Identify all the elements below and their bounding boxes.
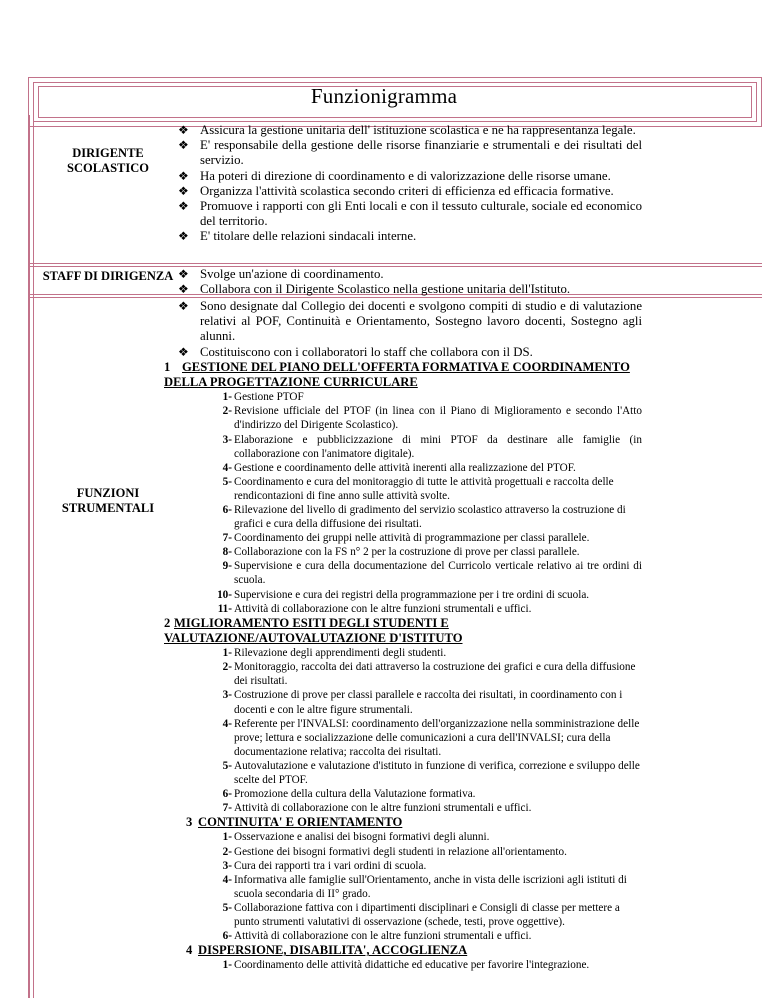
role-funzioni-label: FUNZIONI STRUMENTALI (61, 486, 155, 515)
list-item: 3- Elaborazione e pubblicizzazione di mini PTOF da destinare alle famiglie (in collaborazione con l'animatore digitale). (222, 433, 642, 460)
row-divider-1 (28, 263, 762, 264)
list-item: 8- Collaborazione con la FS n° 2 per la costruzione di prove per classi parallele. (222, 546, 580, 559)
diamond-bullet-icon: ❖ (178, 183, 189, 198)
duty-item: ❖ Collabora con il Dirigente Scolastico nella gestione unitaria dell'Istituto. (178, 282, 571, 297)
diamond-bullet-icon: ❖ (178, 199, 189, 214)
staff-duties (176, 267, 642, 297)
list-item: 7- Attività di collaborazione con le altre funzioni strumentali e uffici. (222, 802, 532, 815)
section-items (204, 830, 642, 943)
duty-item: ❖ Ha poteri di direzione di coordinamento e di valorizzazione delle risorse umane. (178, 168, 611, 183)
section-items (204, 958, 642, 972)
list-item: 4- Referente per l'INVALSI: coordinamento dell'organizzazione nella somministrazione delle prove; lettura e socializzazione delle comunicazioni a cura dell'INVALSI; cura della documentazione relativa; raccolta dei risultati. (222, 717, 640, 758)
intro-item: ❖ Sono designate dal Collegio dei docenti e svolgono compiti di studio e di valutazione relativi al POF, Continuità e Orientamento, Sostegno lavoro docenti, Sostegno agli alunni. (178, 299, 642, 344)
list-item: 5- Collaborazione fattiva con i dipartimenti disciplinari e Consigli di classe per mettere a punto strumenti valutativi di osservazione (schede, testi, prove oggettive). (222, 901, 620, 929)
diamond-bullet-icon: ❖ (178, 229, 189, 244)
section-heading: 2 MIGLIORAMENTO ESITI DEGLI STUDENTI E VALUTAZIONE/AUTOVALUTAZIONE D'ISTITUTO (164, 615, 463, 645)
list-item: 1- Coordinamento delle attività didattiche ed educative per favorire l'integrazione. (222, 959, 590, 972)
section-items (204, 646, 642, 815)
role-staff-label: STAFF DI DIRIGENZA (42, 269, 174, 283)
list-item: 2- Gestione dei bisogni formativi degli studenti in relazione all'orientamento. (222, 845, 567, 858)
table-left-border-inner (33, 115, 34, 998)
diamond-bullet-icon: ❖ (178, 299, 189, 313)
list-item: 9- Supervisione e cura della documentazione del Curricolo verticale relativo ai tre ordini di scuola. (222, 560, 642, 587)
role-dirigente-label: DIRIGENTE SCOLASTICO (67, 146, 149, 175)
dirigente-duties (176, 123, 642, 245)
list-item: 6- Promozione della cultura della Valutazione formativa. (222, 788, 476, 801)
list-item: 2- Monitoraggio, raccolta dei dati attraverso la costruzione dei grafici e cura della diffusione dei risultati. (222, 661, 636, 688)
list-item: 10- Supervisione e cura dei registri della programmazione per i tre ordini di scuola. (217, 588, 590, 601)
table-left-border (28, 115, 30, 998)
list-item: 1- Rilevazione degli apprendimenti degli studenti. (222, 647, 447, 660)
list-item: 6- Attività di collaborazione con le altre funzioni strumentali e uffici. (222, 930, 532, 943)
section-heading: 1 GESTIONE DEL PIANO DELL'OFFERTA FORMATIVA E COORDINAMENTO DELLA PROGETTAZIONE CURRICULARE (164, 359, 630, 390)
diamond-bullet-icon: ❖ (178, 168, 189, 183)
list-item: 6- Rilevazione del livello di gradimento del servizio scolastico attraverso la costruzione di grafici e cura della diffusione dei risultati. (222, 503, 626, 531)
diamond-bullet-icon: ❖ (178, 282, 189, 297)
duty-item: ❖ E' titolare delle relazioni sindacali interne. (178, 229, 417, 244)
section-heading: 3 CONTINUITA' E ORIENTAMENTO (186, 815, 403, 830)
section-items (204, 390, 642, 616)
list-item: 1- Gestione PTOF (222, 391, 304, 404)
list-item: 1- Osservazione e analisi dei bisogni formativi degli alunni. (222, 831, 490, 844)
list-item: 2- Revisione ufficiale del PTOF (in linea con il Piano di Miglioramento e secondo l'Atto d'indirizzo del Dirigente Scolastico). (222, 405, 642, 432)
diamond-bullet-icon: ❖ (178, 267, 189, 281)
intro-item: ❖ Costituiscono con i collaboratori lo staff che collabora con il DS. (178, 344, 533, 359)
list-item: 5- Autovalutazione e valutazione d'istituto in funzione di verifica, correzione e sviluppo delle scelte del PTOF. (222, 759, 640, 786)
list-item: 3- Costruzione di prove per classi parallele e raccolta dei risultati, in coordinamento con i docenti e con le altre figure strumentali. (222, 689, 623, 716)
list-item: 11- Attività di collaborazione con le altre funzioni strumentali e uffici. (217, 602, 532, 615)
diamond-bullet-icon: ❖ (178, 138, 189, 153)
list-item: 7- Coordinamento dei gruppi nelle attività di programmazione per classi parallele. (222, 532, 590, 545)
funzioni-content (164, 299, 642, 973)
duty-item: ❖ E' responsabile della gestione delle risorse finanziarie e strumentali e dei risultati del servizio. (178, 138, 642, 168)
duty-item: ❖ Organizza l'attività scolastica secondo criteri di efficienza ed efficacia formative. (178, 183, 614, 198)
duty-item: ❖ Promuove i rapporti con gli Enti locali e con il tessuto culturale, sociale ed economico del territorio. (178, 199, 642, 229)
page-title: Funzionigramma (310, 84, 458, 108)
list-item: 4- Gestione e coordinamento delle attività inerenti alla realizzazione del PTOF. (222, 461, 576, 474)
diamond-bullet-icon: ❖ (178, 344, 189, 359)
list-item: 3- Cura dei rapporti tra i vari ordini di scuola. (222, 859, 427, 872)
list-item: 5- Coordinamento e cura del monitoraggio di tutte le attività progettuali e raccolta delle rendicontazioni di fine anno sulle attività svolte. (222, 475, 614, 502)
diamond-bullet-icon: ❖ (178, 123, 189, 137)
section-heading: 4 DISPERSIONE, DISABILITA', ACCOGLIENZA (186, 943, 468, 958)
duty-item: ❖ Svolge un'azione di coordinamento. (178, 267, 384, 281)
duty-item: ❖ Assicura la gestione unitaria dell' istituzione scolastica e ne ha rappresentanza legale. (178, 123, 636, 137)
list-item: 4- Informativa alle famiglie sull'Orientamento, anche in vista delle iscrizioni agli istituti di scuola secondaria di II° grado. (222, 873, 627, 900)
